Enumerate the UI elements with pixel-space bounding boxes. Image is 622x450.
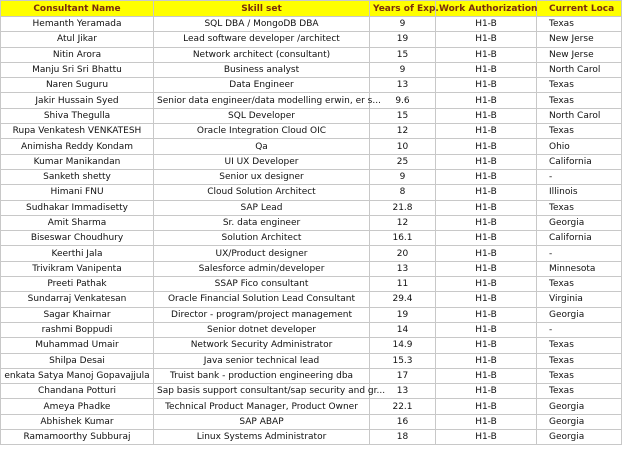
authorization-cell[interactable]: H1-B: [436, 200, 537, 215]
location-cell[interactable]: Georgia: [537, 215, 622, 230]
authorization-cell[interactable]: H1-B: [436, 338, 537, 353]
skill-cell[interactable]: SQL DBA / MongoDB DBA: [154, 17, 370, 32]
skill-cell[interactable]: Cloud Solution Architect: [154, 185, 370, 200]
location-cell[interactable]: California: [537, 231, 622, 246]
skill-cell[interactable]: Qa: [154, 139, 370, 154]
table-row: [1, 322, 622, 337]
table-row: [1, 261, 622, 276]
location-cell[interactable]: California: [537, 154, 622, 169]
name-cell[interactable]: Ramamoorthy Subburaj: [1, 430, 154, 445]
table-row: [1, 108, 622, 123]
authorization-cell[interactable]: H1-B: [436, 215, 537, 230]
location-cell[interactable]: Minnesota: [537, 261, 622, 276]
name-cell[interactable]: Biseswar Choudhury: [1, 231, 154, 246]
location-cell[interactable]: Texas: [537, 93, 622, 108]
table-row: [1, 353, 622, 368]
authorization-cell[interactable]: H1-B: [436, 322, 537, 337]
table-row: [1, 169, 622, 184]
authorization-cell[interactable]: H1-B: [436, 169, 537, 184]
location-cell[interactable]: Texas: [537, 368, 622, 383]
skill-cell[interactable]: Network Security Administrator: [154, 338, 370, 353]
authorization-cell[interactable]: H1-B: [436, 17, 537, 32]
experience-cell[interactable]: 15: [370, 108, 436, 123]
experience-cell[interactable]: 14.9: [370, 338, 436, 353]
experience-cell[interactable]: 16.1: [370, 231, 436, 246]
table-row: [1, 307, 622, 322]
skill-cell[interactable]: SAP ABAP: [154, 414, 370, 429]
header-row: [1, 1, 622, 17]
location-cell[interactable]: Texas: [537, 277, 622, 292]
table-row: [1, 368, 622, 383]
table-row: [1, 47, 622, 62]
location-cell[interactable]: Texas: [537, 200, 622, 215]
skill-cell[interactable]: Network architect (consultant): [154, 47, 370, 62]
table-row: [1, 200, 622, 215]
location-cell[interactable]: Georgia: [537, 430, 622, 445]
authorization-cell[interactable]: H1-B: [436, 414, 537, 429]
skill-cell[interactable]: Technical Product Manager, Product Owner: [154, 399, 370, 414]
table-row: [1, 231, 622, 246]
experience-cell[interactable]: 12: [370, 215, 436, 230]
location-cell[interactable]: Texas: [537, 338, 622, 353]
name-cell[interactable]: Muhammad Umair: [1, 338, 154, 353]
skill-cell[interactable]: Solution Architect: [154, 231, 370, 246]
table-row: [1, 78, 622, 93]
name-cell[interactable]: enkata Satya Manoj Gopavajjula: [1, 368, 154, 383]
authorization-cell[interactable]: H1-B: [436, 124, 537, 139]
name-cell[interactable]: Preeti Pathak: [1, 277, 154, 292]
table-row: [1, 124, 622, 139]
header-consultant-name[interactable]: Consultant Name: [1, 1, 154, 17]
name-cell[interactable]: Rupa Venkatesh VENKATESH: [1, 124, 154, 139]
skill-cell[interactable]: UI UX Developer: [154, 154, 370, 169]
experience-cell[interactable]: 21.8: [370, 200, 436, 215]
name-cell[interactable]: Manju Sri Sri Bhattu: [1, 62, 154, 77]
authorization-cell[interactable]: H1-B: [436, 292, 537, 307]
location-cell[interactable]: Georgia: [537, 307, 622, 322]
experience-cell[interactable]: 9.6: [370, 93, 436, 108]
experience-cell[interactable]: 10: [370, 139, 436, 154]
authorization-cell[interactable]: H1-B: [436, 139, 537, 154]
table-row: [1, 246, 622, 261]
table-row: [1, 215, 622, 230]
authorization-cell[interactable]: H1-B: [436, 93, 537, 108]
name-cell[interactable]: Ameya Phadke: [1, 399, 154, 414]
name-cell[interactable]: Amit Sharma: [1, 215, 154, 230]
location-cell[interactable]: Georgia: [537, 414, 622, 429]
table-row: [1, 17, 622, 32]
experience-cell[interactable]: 17: [370, 368, 436, 383]
experience-cell[interactable]: 15: [370, 47, 436, 62]
experience-cell[interactable]: 12: [370, 124, 436, 139]
location-cell[interactable]: -: [537, 169, 622, 184]
experience-cell[interactable]: 16: [370, 414, 436, 429]
skill-cell[interactable]: Truist bank - production engineering dba: [154, 368, 370, 383]
table-row: [1, 399, 622, 414]
authorization-cell[interactable]: H1-B: [436, 62, 537, 77]
experience-cell[interactable]: 14: [370, 322, 436, 337]
location-cell[interactable]: New Jerse: [537, 32, 622, 47]
experience-cell[interactable]: 9: [370, 169, 436, 184]
skill-cell[interactable]: SQL Developer: [154, 108, 370, 123]
authorization-cell[interactable]: H1-B: [436, 430, 537, 445]
experience-cell[interactable]: 15.3: [370, 353, 436, 368]
name-cell[interactable]: Naren Suguru: [1, 78, 154, 93]
table-row: [1, 154, 622, 169]
authorization-cell[interactable]: H1-B: [436, 246, 537, 261]
name-cell[interactable]: Hemanth Yeramada: [1, 17, 154, 32]
skill-cell[interactable]: Sap basis support consultant/sap security and gr...: [154, 384, 370, 399]
experience-cell[interactable]: 19: [370, 307, 436, 322]
skill-cell[interactable]: Senior ux designer: [154, 169, 370, 184]
name-cell[interactable]: Shiva Thegulla: [1, 108, 154, 123]
authorization-cell[interactable]: H1-B: [436, 307, 537, 322]
location-cell[interactable]: North Carol: [537, 108, 622, 123]
experience-cell[interactable]: 8: [370, 185, 436, 200]
authorization-cell[interactable]: H1-B: [436, 353, 537, 368]
skill-cell[interactable]: Salesforce admin/developer: [154, 261, 370, 276]
skill-cell[interactable]: Data Engineer: [154, 78, 370, 93]
header-work-authorization[interactable]: Work Authorization: [436, 1, 537, 17]
table-row: [1, 292, 622, 307]
skill-cell[interactable]: Oracle Financial Solution Lead Consultant: [154, 292, 370, 307]
name-cell[interactable]: Animisha Reddy Kondam: [1, 139, 154, 154]
experience-cell[interactable]: 9: [370, 62, 436, 77]
experience-cell[interactable]: 25: [370, 154, 436, 169]
authorization-cell[interactable]: H1-B: [436, 154, 537, 169]
experience-cell[interactable]: 18: [370, 430, 436, 445]
location-cell[interactable]: Illinois: [537, 185, 622, 200]
table-row: [1, 139, 622, 154]
name-cell[interactable]: Sanketh shetty: [1, 169, 154, 184]
experience-cell[interactable]: 19: [370, 32, 436, 47]
name-cell[interactable]: Chandana Potturi: [1, 384, 154, 399]
skill-cell[interactable]: Lead software developer /architect: [154, 32, 370, 47]
experience-cell[interactable]: 11: [370, 277, 436, 292]
authorization-cell[interactable]: H1-B: [436, 277, 537, 292]
skill-cell[interactable]: Linux Systems Administrator: [154, 430, 370, 445]
table-row: [1, 277, 622, 292]
authorization-cell[interactable]: H1-B: [436, 384, 537, 399]
table-row: [1, 93, 622, 108]
name-cell[interactable]: Himani FNU: [1, 185, 154, 200]
location-cell[interactable]: Texas: [537, 78, 622, 93]
authorization-cell[interactable]: H1-B: [436, 185, 537, 200]
experience-cell[interactable]: 29.4: [370, 292, 436, 307]
name-cell[interactable]: Atul Jikar: [1, 32, 154, 47]
location-cell[interactable]: Virginia: [537, 292, 622, 307]
name-cell[interactable]: Nitin Arora: [1, 47, 154, 62]
name-cell[interactable]: Sudhakar Immadisetty: [1, 200, 154, 215]
location-cell[interactable]: Georgia: [537, 399, 622, 414]
skill-cell[interactable]: Senior dotnet developer: [154, 322, 370, 337]
skill-cell[interactable]: Business analyst: [154, 62, 370, 77]
skill-cell[interactable]: UX/Product designer: [154, 246, 370, 261]
name-cell[interactable]: rashmi Boppudi: [1, 322, 154, 337]
name-cell[interactable]: Shilpa Desai: [1, 353, 154, 368]
name-cell[interactable]: Abhishek Kumar: [1, 414, 154, 429]
authorization-cell[interactable]: H1-B: [436, 78, 537, 93]
experience-cell[interactable]: 9: [370, 17, 436, 32]
skill-cell[interactable]: Java senior technical lead: [154, 353, 370, 368]
table-row: [1, 185, 622, 200]
table-row: [1, 338, 622, 353]
name-cell[interactable]: Jakir Hussain Syed: [1, 93, 154, 108]
location-cell[interactable]: Texas: [537, 17, 622, 32]
skill-cell[interactable]: Director - program/project management: [154, 307, 370, 322]
authorization-cell[interactable]: H1-B: [436, 231, 537, 246]
name-cell[interactable]: Sagar Khairnar: [1, 307, 154, 322]
location-cell[interactable]: North Carol: [537, 62, 622, 77]
skill-cell[interactable]: SAP Lead: [154, 200, 370, 215]
table-row: [1, 414, 622, 429]
authorization-cell[interactable]: H1-B: [436, 368, 537, 383]
authorization-cell[interactable]: H1-B: [436, 47, 537, 62]
table-row: [1, 62, 622, 77]
experience-cell[interactable]: 13: [370, 78, 436, 93]
experience-cell[interactable]: 13: [370, 384, 436, 399]
authorization-cell[interactable]: H1-B: [436, 32, 537, 47]
header-current-location[interactable]: Current Loca: [537, 1, 622, 17]
location-cell[interactable]: Texas: [537, 384, 622, 399]
location-cell[interactable]: Texas: [537, 353, 622, 368]
name-cell[interactable]: Trivikram Vanipenta: [1, 261, 154, 276]
location-cell[interactable]: -: [537, 246, 622, 261]
experience-cell[interactable]: 20: [370, 246, 436, 261]
header-skill-set[interactable]: Skill set: [154, 1, 370, 17]
experience-cell[interactable]: 22.1: [370, 399, 436, 414]
header-years-of-exp[interactable]: Years of Exp.: [370, 1, 436, 17]
table-row: [1, 430, 622, 445]
authorization-cell[interactable]: H1-B: [436, 261, 537, 276]
location-cell[interactable]: Texas: [537, 124, 622, 139]
skill-cell[interactable]: Sr. data engineer: [154, 215, 370, 230]
name-cell[interactable]: Kumar Manikandan: [1, 154, 154, 169]
location-cell[interactable]: Ohio: [537, 139, 622, 154]
authorization-cell[interactable]: H1-B: [436, 399, 537, 414]
table-row: [1, 32, 622, 47]
skill-cell[interactable]: Oracle Integration Cloud OIC: [154, 124, 370, 139]
authorization-cell[interactable]: H1-B: [436, 108, 537, 123]
name-cell[interactable]: Keerthi Jala: [1, 246, 154, 261]
location-cell[interactable]: -: [537, 322, 622, 337]
experience-cell[interactable]: 13: [370, 261, 436, 276]
skill-cell[interactable]: Senior data engineer/data modelling erwin, er s...: [154, 93, 370, 108]
location-cell[interactable]: New Jerse: [537, 47, 622, 62]
table-row: [1, 384, 622, 399]
skill-cell[interactable]: SSAP Fico consultant: [154, 277, 370, 292]
name-cell[interactable]: Sundarraj Venkatesan: [1, 292, 154, 307]
table-body: [1, 17, 622, 445]
